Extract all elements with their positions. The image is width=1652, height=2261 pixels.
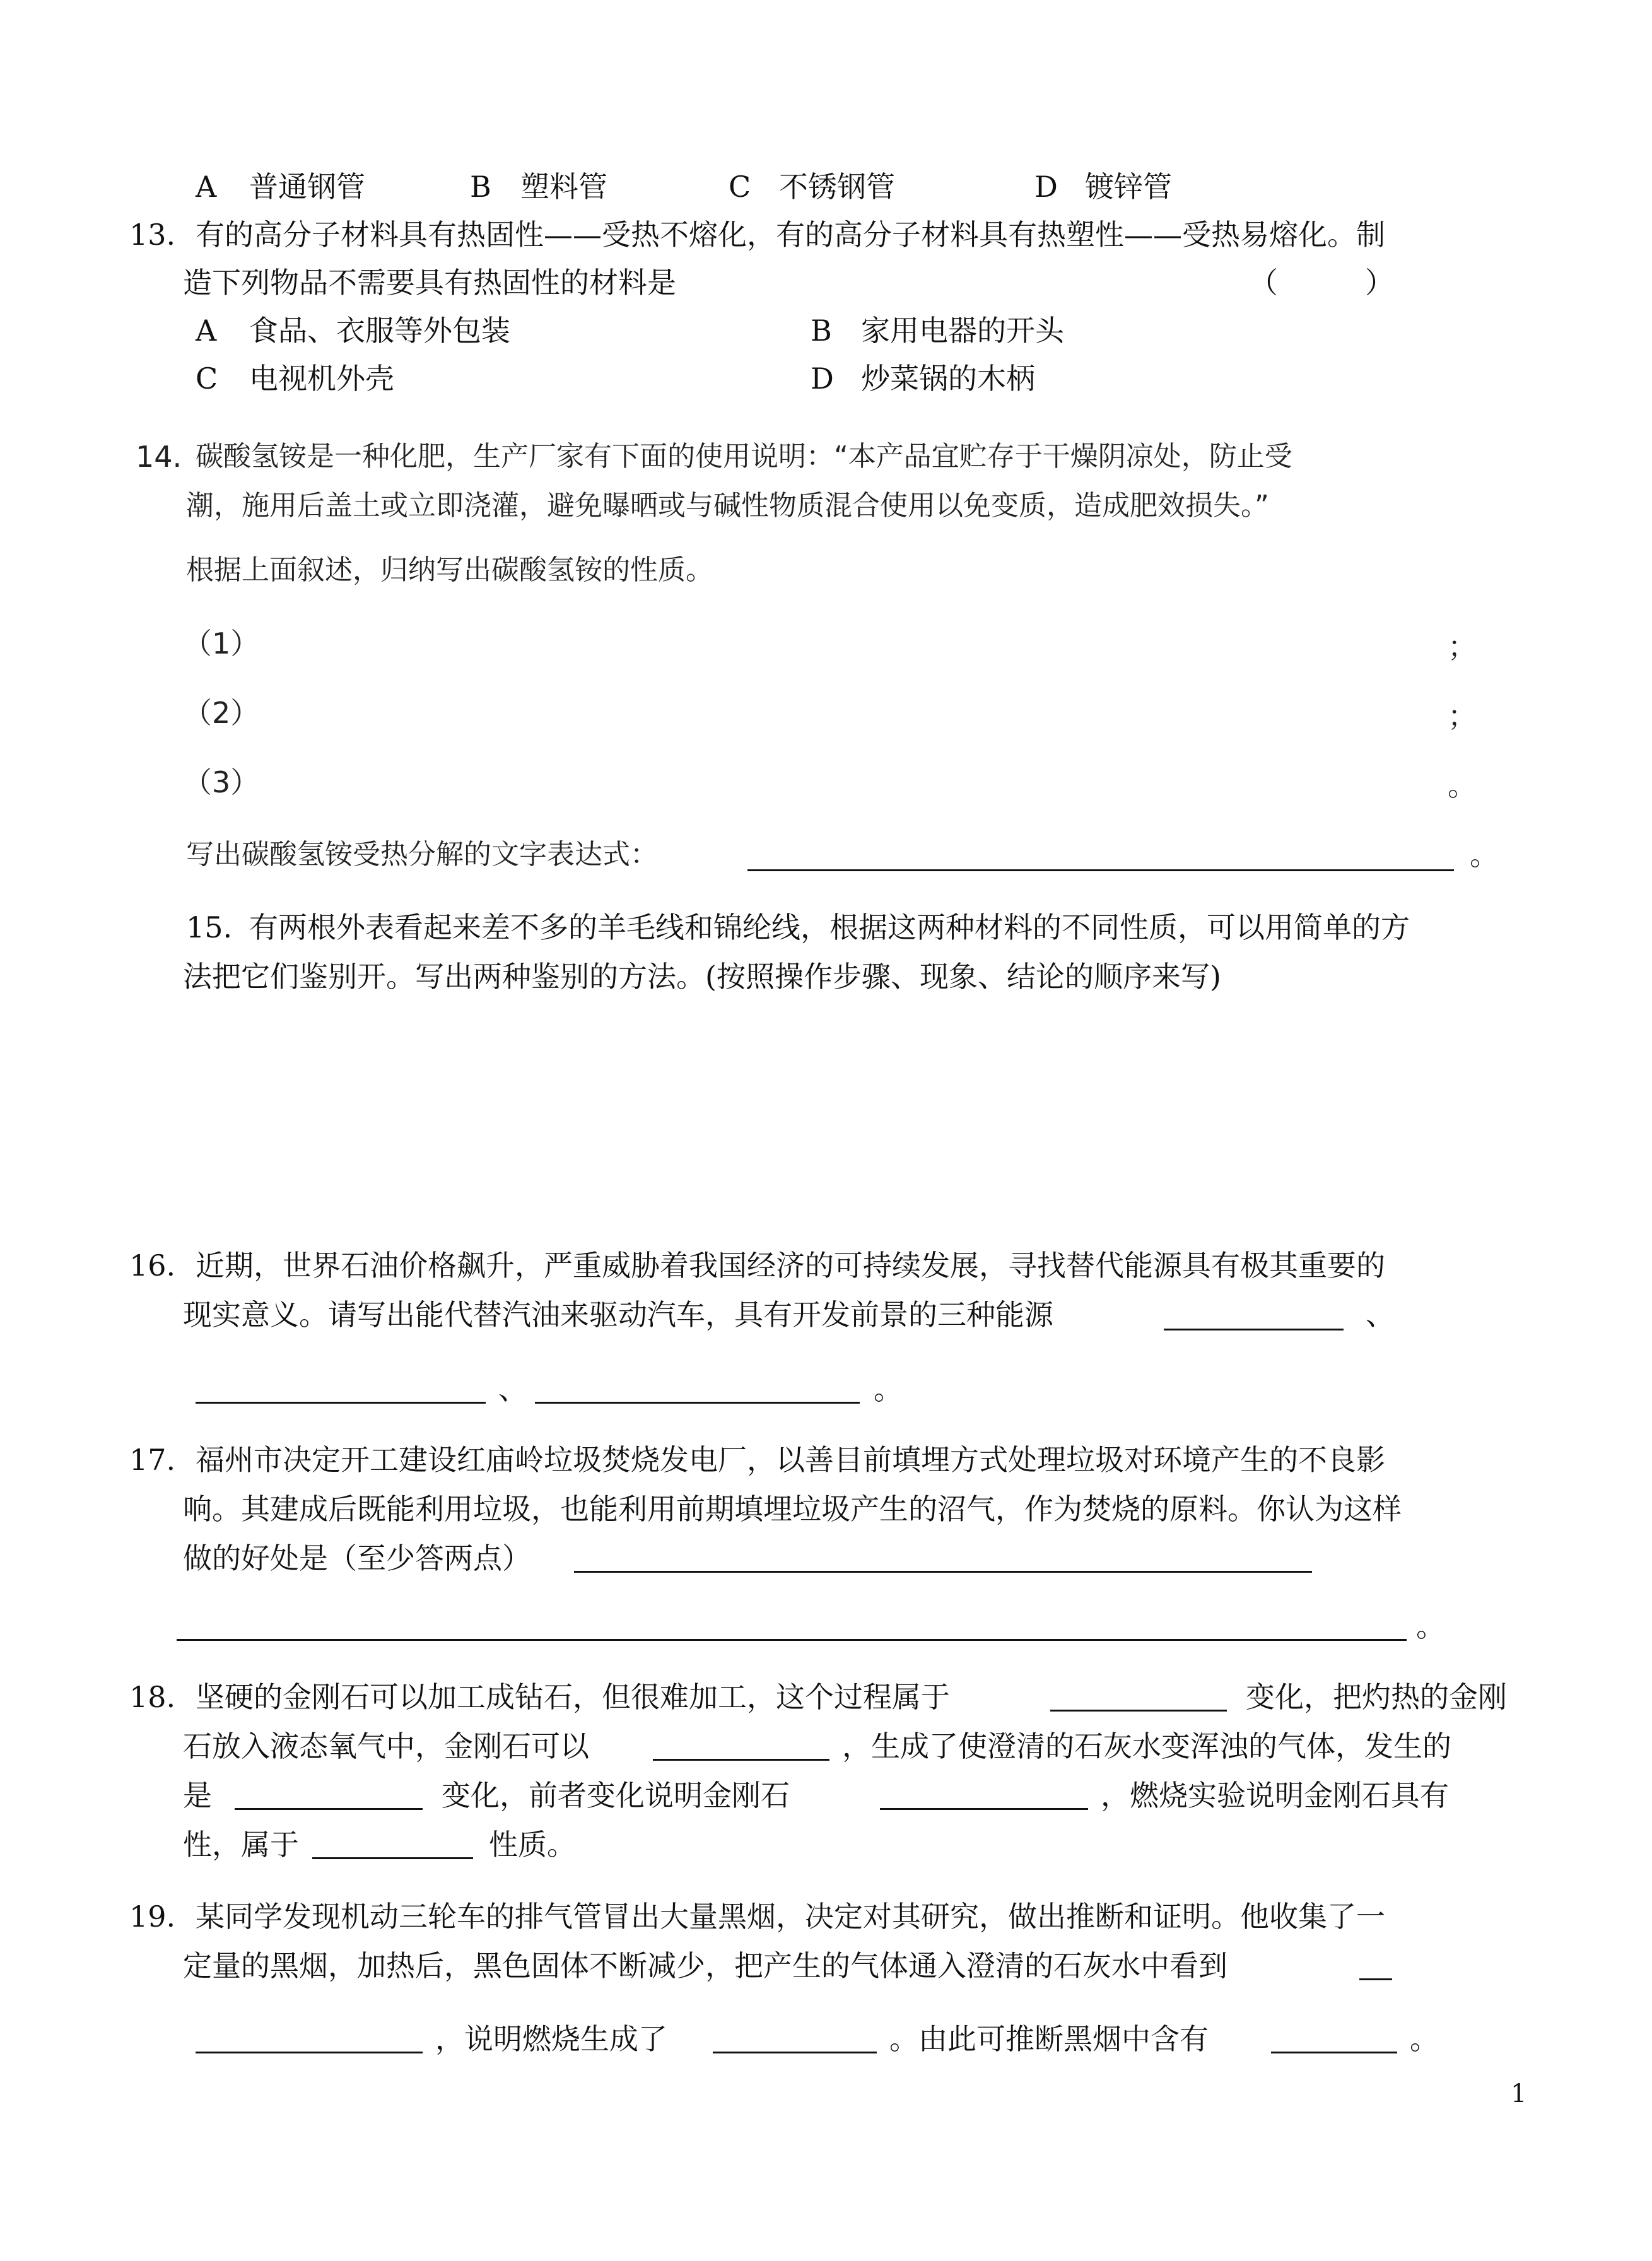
q12-option-c-text: 不锈钢管 xyxy=(779,170,895,204)
q16-end: 。 xyxy=(874,1372,903,1406)
q13-option-d-text: 炒菜锅的木柄 xyxy=(861,361,1035,396)
q14-stem-line2: 潮，施用后盖土或立即浇灌，避免曝晒或与碱性物质混合使用以免变质，造成肥效损失。” xyxy=(186,490,1269,522)
q17-stem-line2: 响。其建成后既能利用垃圾，也能利用前期填埋垃圾产生的沼气，作为焚烧的原料。你认为这样 xyxy=(183,1492,1402,1526)
q18-line3-part2: 变化，前者变化说明金刚石 xyxy=(442,1778,790,1812)
q14-stem-line1: 碳酸氢铵是一种化肥，生产厂家有下面的使用说明：“本产品宜贮存于干燥阴凉处，防止受 xyxy=(196,440,1292,473)
q18-blank-3[interactable] xyxy=(235,1808,423,1810)
q13-number: 13. xyxy=(129,218,176,252)
q19-blank-1-start[interactable] xyxy=(1359,1978,1392,1980)
q14-item-3-end: 。 xyxy=(1448,768,1477,802)
q12-option-c-letter: C xyxy=(729,170,751,204)
q18-line3-part1: 是 xyxy=(183,1778,212,1812)
q14-number: 14. xyxy=(136,440,182,474)
q13-option-d-letter: D xyxy=(811,361,834,396)
q18-number: 18. xyxy=(129,1680,176,1714)
q15-stem-line2: 法把它们鉴别开。写出两种鉴别的方法。(按照操作步骤、现象、结论的顺序来写) xyxy=(183,960,1221,994)
q17-blank-2[interactable] xyxy=(177,1639,1407,1641)
q12-option-d-letter: D xyxy=(1034,170,1058,204)
q18-line2-part1: 石放入液态氧气中，金刚石可以 xyxy=(183,1729,589,1763)
q13-option-a-text: 食品、衣服等外包装 xyxy=(249,314,510,348)
q18-blank-1[interactable] xyxy=(1050,1710,1227,1712)
q19-line3-part2: 。由此可推断黑烟中含有 xyxy=(889,2022,1209,2056)
q13-answer-paren: （ ） xyxy=(1249,266,1394,300)
q17-end: 。 xyxy=(1416,1609,1445,1643)
q18-blank-2[interactable] xyxy=(653,1759,829,1761)
q12-option-a-text: 普通钢管 xyxy=(249,170,365,204)
q13-option-a-letter: A xyxy=(196,314,217,348)
q18-line1-part1: 坚硬的金刚石可以加工成钻石，但很难加工，这个过程属于 xyxy=(196,1680,950,1714)
q14-item-2-end: ； xyxy=(1448,699,1477,733)
q13-option-b-letter: B xyxy=(811,314,832,348)
q18-blank-5[interactable] xyxy=(312,1857,473,1859)
q18-line4-part1: 性，属于 xyxy=(183,1828,299,1862)
q19-line3-part1: ，说明燃烧生成了 xyxy=(435,2022,667,2056)
q13-stem-line2: 造下列物品不需要具有热固性的材料是 xyxy=(183,266,676,300)
q19-blank-2[interactable] xyxy=(713,2052,877,2053)
q18-line4-part2: 性质。 xyxy=(489,1828,576,1862)
q14-item-2-label: （2） xyxy=(183,696,260,730)
q15-number: 15. xyxy=(186,910,233,944)
q19-end: 。 xyxy=(1410,2022,1439,2056)
q13-option-c-text: 电视机外壳 xyxy=(249,361,394,396)
q16-separator-1: 、 xyxy=(1366,1298,1395,1332)
q12-option-a-letter: A xyxy=(196,170,217,204)
q17-blank-1[interactable] xyxy=(574,1571,1312,1573)
q17-number: 17. xyxy=(129,1443,176,1477)
q13-option-b-text: 家用电器的开头 xyxy=(861,314,1064,348)
q15-stem-line1: 有两根外表看起来差不多的羊毛线和锦纶线，根据这两种材料的不同性质，可以用简单的方 xyxy=(249,910,1410,944)
q18-blank-4[interactable] xyxy=(880,1808,1088,1810)
q19-number: 19. xyxy=(129,1900,176,1934)
q14-item-1-label: （1） xyxy=(183,626,260,661)
q19-stem-line2: 定量的黑烟，加热后，黑色固体不断减少，把产生的气体通入澄清的石灰水中看到 xyxy=(183,1949,1227,1983)
q19-blank-3[interactable] xyxy=(1271,2052,1397,2053)
q14-item-3-label: （3） xyxy=(183,765,260,799)
q12-option-b-text: 塑料管 xyxy=(520,170,607,204)
q18-line1-part2: 变化，把灼热的金刚 xyxy=(1246,1680,1507,1714)
q16-separator-2: 、 xyxy=(498,1372,527,1406)
q19-blank-1[interactable] xyxy=(196,2052,423,2053)
q19-stem-line1: 某同学发现机动三轮车的排气管冒出大量黑烟，决定对其研究，做出推断和证明。他收集了一 xyxy=(196,1900,1385,1934)
q14-equation-prompt: 写出碳酸氢铵受热分解的文字表达式： xyxy=(186,838,658,871)
page-number: 1 xyxy=(1511,2079,1527,2108)
q16-stem-line2: 现实意义。请写出能代替汽油来驱动汽车，具有开发前景的三种能源 xyxy=(183,1298,1053,1332)
q17-stem-line3: 做的好处是（至少答两点） xyxy=(183,1541,531,1575)
q12-option-d-text: 镀锌管 xyxy=(1085,170,1172,204)
q13-stem-line1: 有的高分子材料具有热固性——受热不熔化，有的高分子材料具有热塑性——受热易熔化。制 xyxy=(196,218,1385,252)
q17-stem-line1: 福州市决定开工建设红庙岭垃圾焚烧发电厂，以善目前填埋方式处理垃圾对环境产生的不良影 xyxy=(196,1443,1385,1477)
q18-line2-part2: ，生成了使澄清的石灰水变浑浊的气体，发生的 xyxy=(842,1729,1451,1763)
q16-number: 16. xyxy=(129,1248,176,1283)
q14-item-1-end: ； xyxy=(1448,630,1477,664)
q18-line3-part3: ，燃烧实验说明金刚石具有 xyxy=(1101,1778,1449,1812)
q16-blank-2[interactable] xyxy=(196,1402,486,1404)
q16-blank-1[interactable] xyxy=(1164,1329,1344,1330)
q13-option-c-letter: C xyxy=(196,361,218,396)
q14-equation-blank[interactable] xyxy=(747,869,1454,871)
q14-stem-line3: 根据上面叙述，归纳写出碳酸氢铵的性质。 xyxy=(186,554,713,586)
q16-stem-line1: 近期，世界石油价格飙升，严重威胁着我国经济的可持续发展，寻找替代能源具有极其重要的 xyxy=(196,1248,1385,1283)
q12-option-b-letter: B xyxy=(470,170,491,204)
q14-equation-end: 。 xyxy=(1470,838,1499,872)
q16-blank-3[interactable] xyxy=(535,1402,860,1404)
